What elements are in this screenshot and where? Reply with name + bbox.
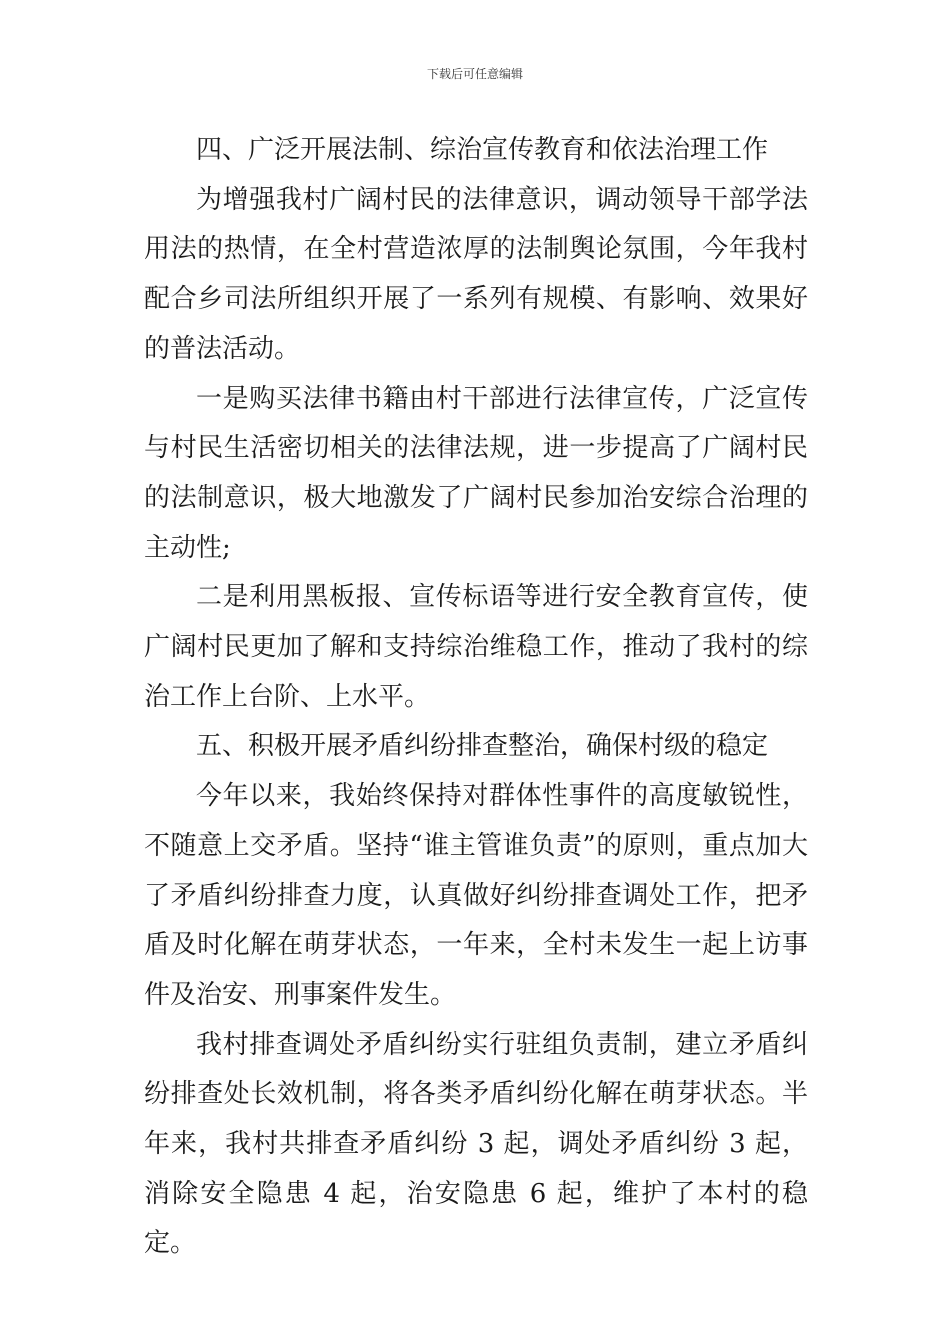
document-body [144,126,808,1269]
paragraph-dispute-statistics: 我村排查调处矛盾纠纷实行驻组负责制，建立矛盾纠纷排查处长效机制，将各类矛盾纠纷化解在萌芽状态。半年来，我村共排查矛盾纠纷 3 起，调处矛盾纠纷 3 起，消除安全隐患 4 起，治安隐患 6 起，维护了本村的稳定。 [144,1029,808,1259]
paragraph-dispute-investigation: 今年以来，我始终保持对群体性事件的高度敏锐性，不随意上交矛盾。坚持“谁主管谁负责”的原则，重点加大了矛盾纠纷排查力度，认真做好纠纷排查调处工作，把矛盾及时化解在萌芽状态，一年来，全村未发生一起上访事件及治安、刑事案件发生。 [144,781,808,1010]
section-heading-five: 五、积极开展矛盾纠纷排查整治，确保村级的稳定 [196,731,769,762]
page-header: 下载后可任意编辑 [426,67,523,81]
paragraph-legal-books: 一是购买法律书籍由村干部进行法律宣传，广泛宣传与村民生活密切相关的法律法规，进一步提高了广阔村民的法制意识，极大地激发了广阔村民参加治安综合治理的主动性; [144,383,808,563]
paragraph-blackboard-publicity: 二是利用黑板报、宣传标语等进行安全教育宣传，使广阔村民更加了解和支持综治维稳工作，推动了我村的综治工作上台阶、上水平。 [144,582,808,712]
section-heading-four: 四、广泛开展法制、综治宣传教育和依法治理工作 [196,135,769,165]
paragraph-legal-awareness: 为增强我村广阔村民的法律意识，调动领导干部学法用法的热情，在全村营造浓厚的法制舆论氛围，今年我村配合乡司法所组织开展了一系列有规模、有影响、效果好的普法活动。 [144,184,808,364]
